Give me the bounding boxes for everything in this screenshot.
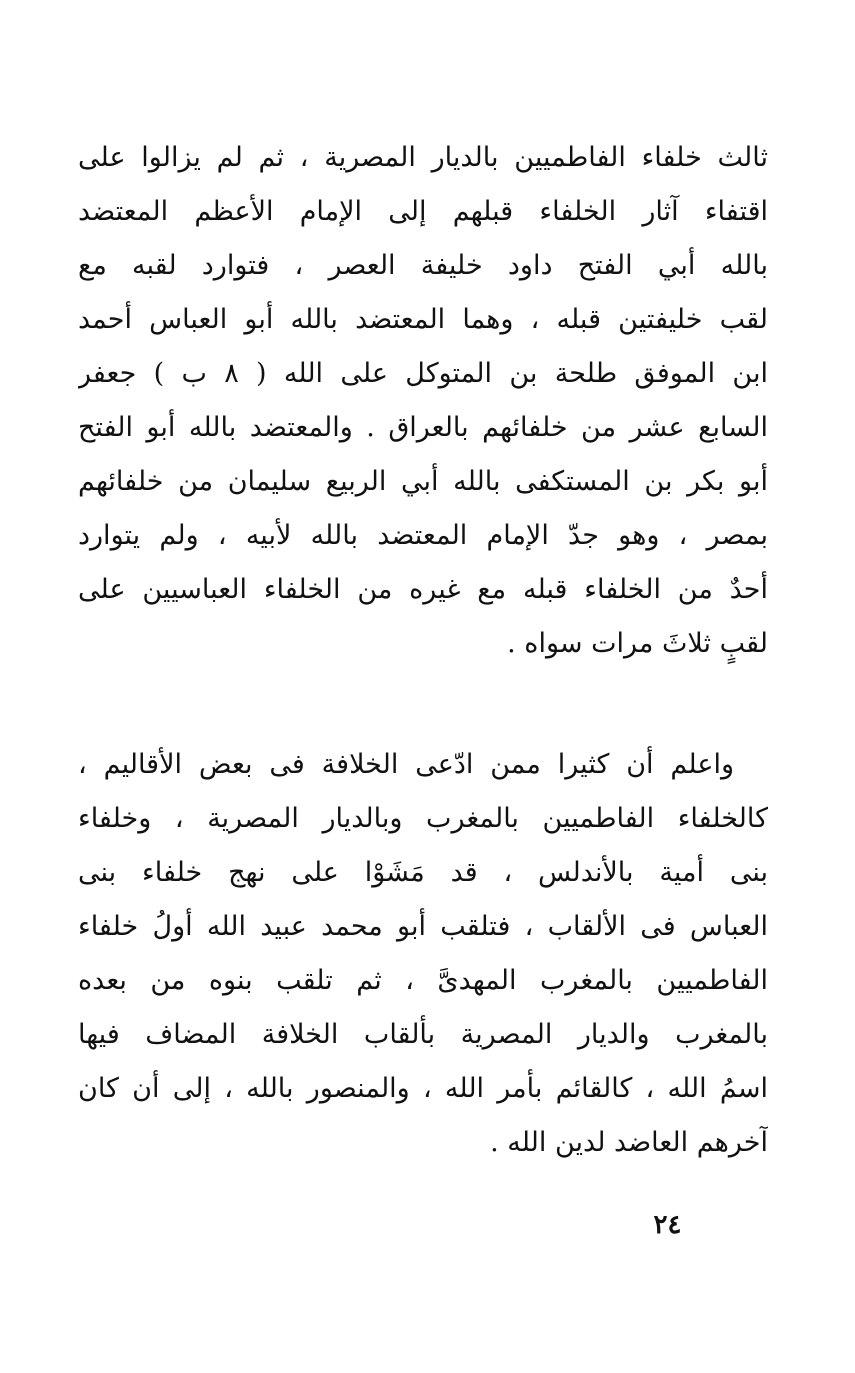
text-line: ابن الموفق طلحة بن المتوكل على الله ( ٨ ب ) جعفر bbox=[78, 358, 768, 389]
paragraph-1 bbox=[78, 131, 768, 671]
text-line: بالمغرب والديار المصرية بألقاب الخلافة المضاف فيها bbox=[78, 1019, 768, 1050]
text-line: ثالث خلفاء الفاطميين بالديار المصرية ، ثم لم يزالوا على bbox=[78, 142, 768, 173]
text-line: آخرهم العاضد لدين الله . bbox=[490, 1127, 768, 1158]
page-number-text: ٢٤ bbox=[653, 1210, 682, 1240]
text-line: اقتفاء آثار الخلفاء قبلهم إلى الإمام الأعظم المعتضد bbox=[78, 196, 768, 227]
text-line: بالله أبي الفتح داود خليفة العصر ، فتوارد لقبه مع bbox=[78, 250, 768, 281]
text-line: لقبٍ ثلاثَ مرات سواه . bbox=[507, 628, 768, 659]
text-line: اسمُ الله ، كالقائم بأمر الله ، والمنصور بالله ، إلى أن كان bbox=[78, 1073, 768, 1104]
text-line: واعلم أن كثيرا ممن ادّعى الخلافة فى بعض الأقاليم ، bbox=[78, 749, 734, 780]
text-line: السابع عشر من خلفائهم بالعراق . والمعتضد بالله أبو الفتح bbox=[78, 412, 768, 443]
paragraph-2 bbox=[78, 738, 768, 1170]
text-line: كالخلفاء الفاطميين بالمغرب وبالديار المصرية ، وخلفاء bbox=[78, 803, 768, 834]
page-number bbox=[0, 1210, 855, 1240]
text-line: أحدٌ من الخلفاء قبله مع غيره من الخلفاء العباسيين على bbox=[78, 574, 768, 605]
text-line: العباس فى الألقاب ، فتلقب أبو محمد عبيد الله أولُ خلفاء bbox=[78, 911, 768, 942]
text-line: بنى أمية بالأندلس ، قد مَشَوْا على نهج خلفاء بنى bbox=[78, 857, 768, 888]
text-line: الفاطميين بالمغرب المهدىَّ ، ثم تلقب بنوه من بعده bbox=[78, 965, 768, 996]
text-line: بمصر ، وهو جدّ الإمام المعتضد بالله لأبيه ، ولم يتوارد bbox=[78, 520, 768, 551]
text-line: أبو بكر بن المستكفى بالله أبي الربيع سليمان من خلفائهم bbox=[78, 466, 768, 497]
text-line: لقب خليفتين قبله ، وهما المعتضد بالله أبو العباس أحمد bbox=[78, 304, 768, 335]
